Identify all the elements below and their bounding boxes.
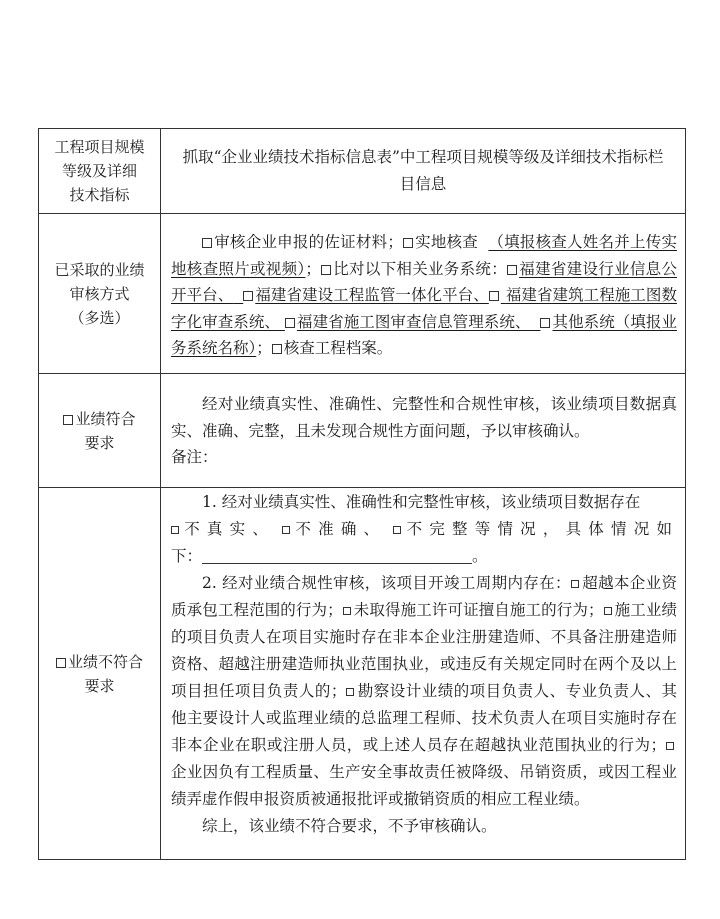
- site-inspection-note: （填报核查人姓名并上传实地核查照片或视频）: [171, 233, 677, 278]
- checkbox-system-1[interactable]: [507, 265, 517, 275]
- para-1-lead: 1. 经对业绩真实性、准确性和完整性审核，该业绩项目数据存在: [202, 493, 641, 511]
- label-line: （多选）: [69, 308, 130, 327]
- checkbox-no-permit[interactable]: [343, 607, 351, 615]
- item-untrue: 不真实、: [182, 520, 276, 538]
- checkbox-inaccurate[interactable]: [282, 526, 290, 534]
- content-review-method: [161, 214, 685, 373]
- system-4-label: 福建省施工图审查信息管理系统、: [296, 312, 531, 331]
- detail-label: 下：: [171, 547, 203, 565]
- checkbox-system-2[interactable]: [243, 291, 253, 301]
- project-scale-text: 抓取“企业业绩技术指标信息表”中工程项目规模等级及详细技术指标栏目信息: [182, 148, 664, 193]
- option-site-inspection: 实地核查: [414, 233, 479, 251]
- label-line: 等级及详细: [61, 162, 137, 180]
- system-5-label: 其他系统（填报业务系统名称）: [171, 312, 677, 357]
- row-project-scale: [39, 129, 685, 213]
- checkbox-system-3[interactable]: [489, 291, 499, 301]
- checkbox-system-4[interactable]: [285, 318, 295, 328]
- para-1-items: [171, 516, 677, 543]
- row-review-method: [39, 213, 685, 373]
- item-incomplete: 不完整等情况，具体情况如: [404, 520, 677, 538]
- detail-input-line[interactable]: [202, 547, 472, 564]
- para-2-lead: 2. 经对业绩合规性审核，该项目开竣工周期内存在：: [202, 574, 571, 592]
- period: 。: [472, 547, 488, 565]
- compliant-text: 经对业绩真实性、准确性、完整性和合规性审核，该业绩项目数据真实、准确、完整，且未发现合规性方面问题，予以审核确认。: [171, 395, 677, 440]
- item-design-supervision: 勘察设计业绩的项目负责人、专业负责人、其他主要设计人或监理业绩的总监理工程师、技术负责人在项目实施时存在非本企业在职或注册人员，或上述人员存在超越执业范围执业的行为；: [171, 682, 677, 754]
- checkbox-untrue[interactable]: [171, 526, 179, 534]
- content-compliant: [161, 374, 685, 487]
- label-text: 业绩符合: [75, 409, 136, 428]
- label-line: [63, 407, 135, 431]
- label-line: 要求: [84, 433, 115, 452]
- checkbox-system-5[interactable]: [540, 318, 550, 328]
- label-line: 技术指标: [69, 186, 130, 204]
- system-2-label: 福建省建设工程监管一体化平台、: [255, 286, 489, 304]
- item-qualification-penalty: 企业因负有工程质量、生产安全事故责任被降级、吊销资质，或因工程业绩弄虚作假申报资质被通报批评或撤销资质的相应工程业绩。: [171, 763, 677, 808]
- system-1-label: 福建省建设行业信息公开平台、: [171, 259, 677, 304]
- label-line: 要求: [84, 676, 115, 695]
- label-line: 已采取的业绩: [54, 260, 145, 279]
- label-line: 审核方式: [69, 284, 130, 303]
- option-supporting-materials: 审核企业申报的佐证材料；: [214, 233, 403, 251]
- label-line: [56, 650, 143, 674]
- separator: ；: [256, 339, 272, 357]
- label-text: 业绩不符合: [67, 652, 143, 671]
- review-table: [38, 128, 686, 860]
- label-project-scale: [39, 129, 161, 213]
- label-noncompliant: [39, 488, 161, 859]
- option-system-compare: 比对以下相关业务系统：: [332, 259, 507, 278]
- para-1-tail: [171, 543, 677, 570]
- label-line: 工程项目规模: [54, 138, 145, 156]
- item-beyond-scope: 超越本企业资质承包工程范围的行为；: [171, 574, 677, 619]
- checkbox-system-compare[interactable]: [321, 265, 331, 275]
- checkbox-construction-manager[interactable]: [604, 607, 612, 615]
- checkbox-qualification-penalty[interactable]: [666, 742, 674, 750]
- checkbox-site-inspection[interactable]: [403, 238, 413, 248]
- item-no-permit: 未取得施工许可证擅自施工的行为；: [353, 601, 604, 619]
- checkbox-incomplete[interactable]: [393, 526, 401, 534]
- option-archives: 核查工程档案。: [283, 339, 393, 357]
- item-inaccurate: 不准确、: [293, 520, 387, 538]
- checkbox-noncompliant[interactable]: [56, 658, 66, 668]
- row-noncompliant: [39, 487, 685, 859]
- label-compliant: [39, 374, 161, 487]
- row-compliant: [39, 373, 685, 487]
- content-noncompliant: [161, 488, 685, 859]
- separator: ；: [305, 259, 321, 278]
- conclusion-text: 综上，该业绩不符合要求，不予审核确认。: [202, 817, 497, 835]
- label-review-method: [39, 214, 161, 373]
- checkbox-archives[interactable]: [272, 344, 282, 354]
- checkbox-design-supervision[interactable]: [346, 688, 354, 696]
- checkbox-beyond-scope[interactable]: [571, 580, 579, 588]
- remark-label: 备注：: [171, 448, 218, 466]
- item-construction-manager: 施工业绩的项目负责人在项目实施时存在非本企业注册建造师、不具备注册建造师资格、超越注册建造师执业范围执业，或违反有关规定同时在两个及以上项目担任项目负责人的；: [171, 601, 677, 700]
- checkbox-supporting-materials[interactable]: [202, 238, 212, 248]
- checkbox-compliant[interactable]: [63, 415, 73, 425]
- content-project-scale: [161, 129, 685, 213]
- system-3-label: 福建省建筑工程施工图数字化审查系统、: [171, 286, 677, 331]
- para-2: [171, 570, 677, 813]
